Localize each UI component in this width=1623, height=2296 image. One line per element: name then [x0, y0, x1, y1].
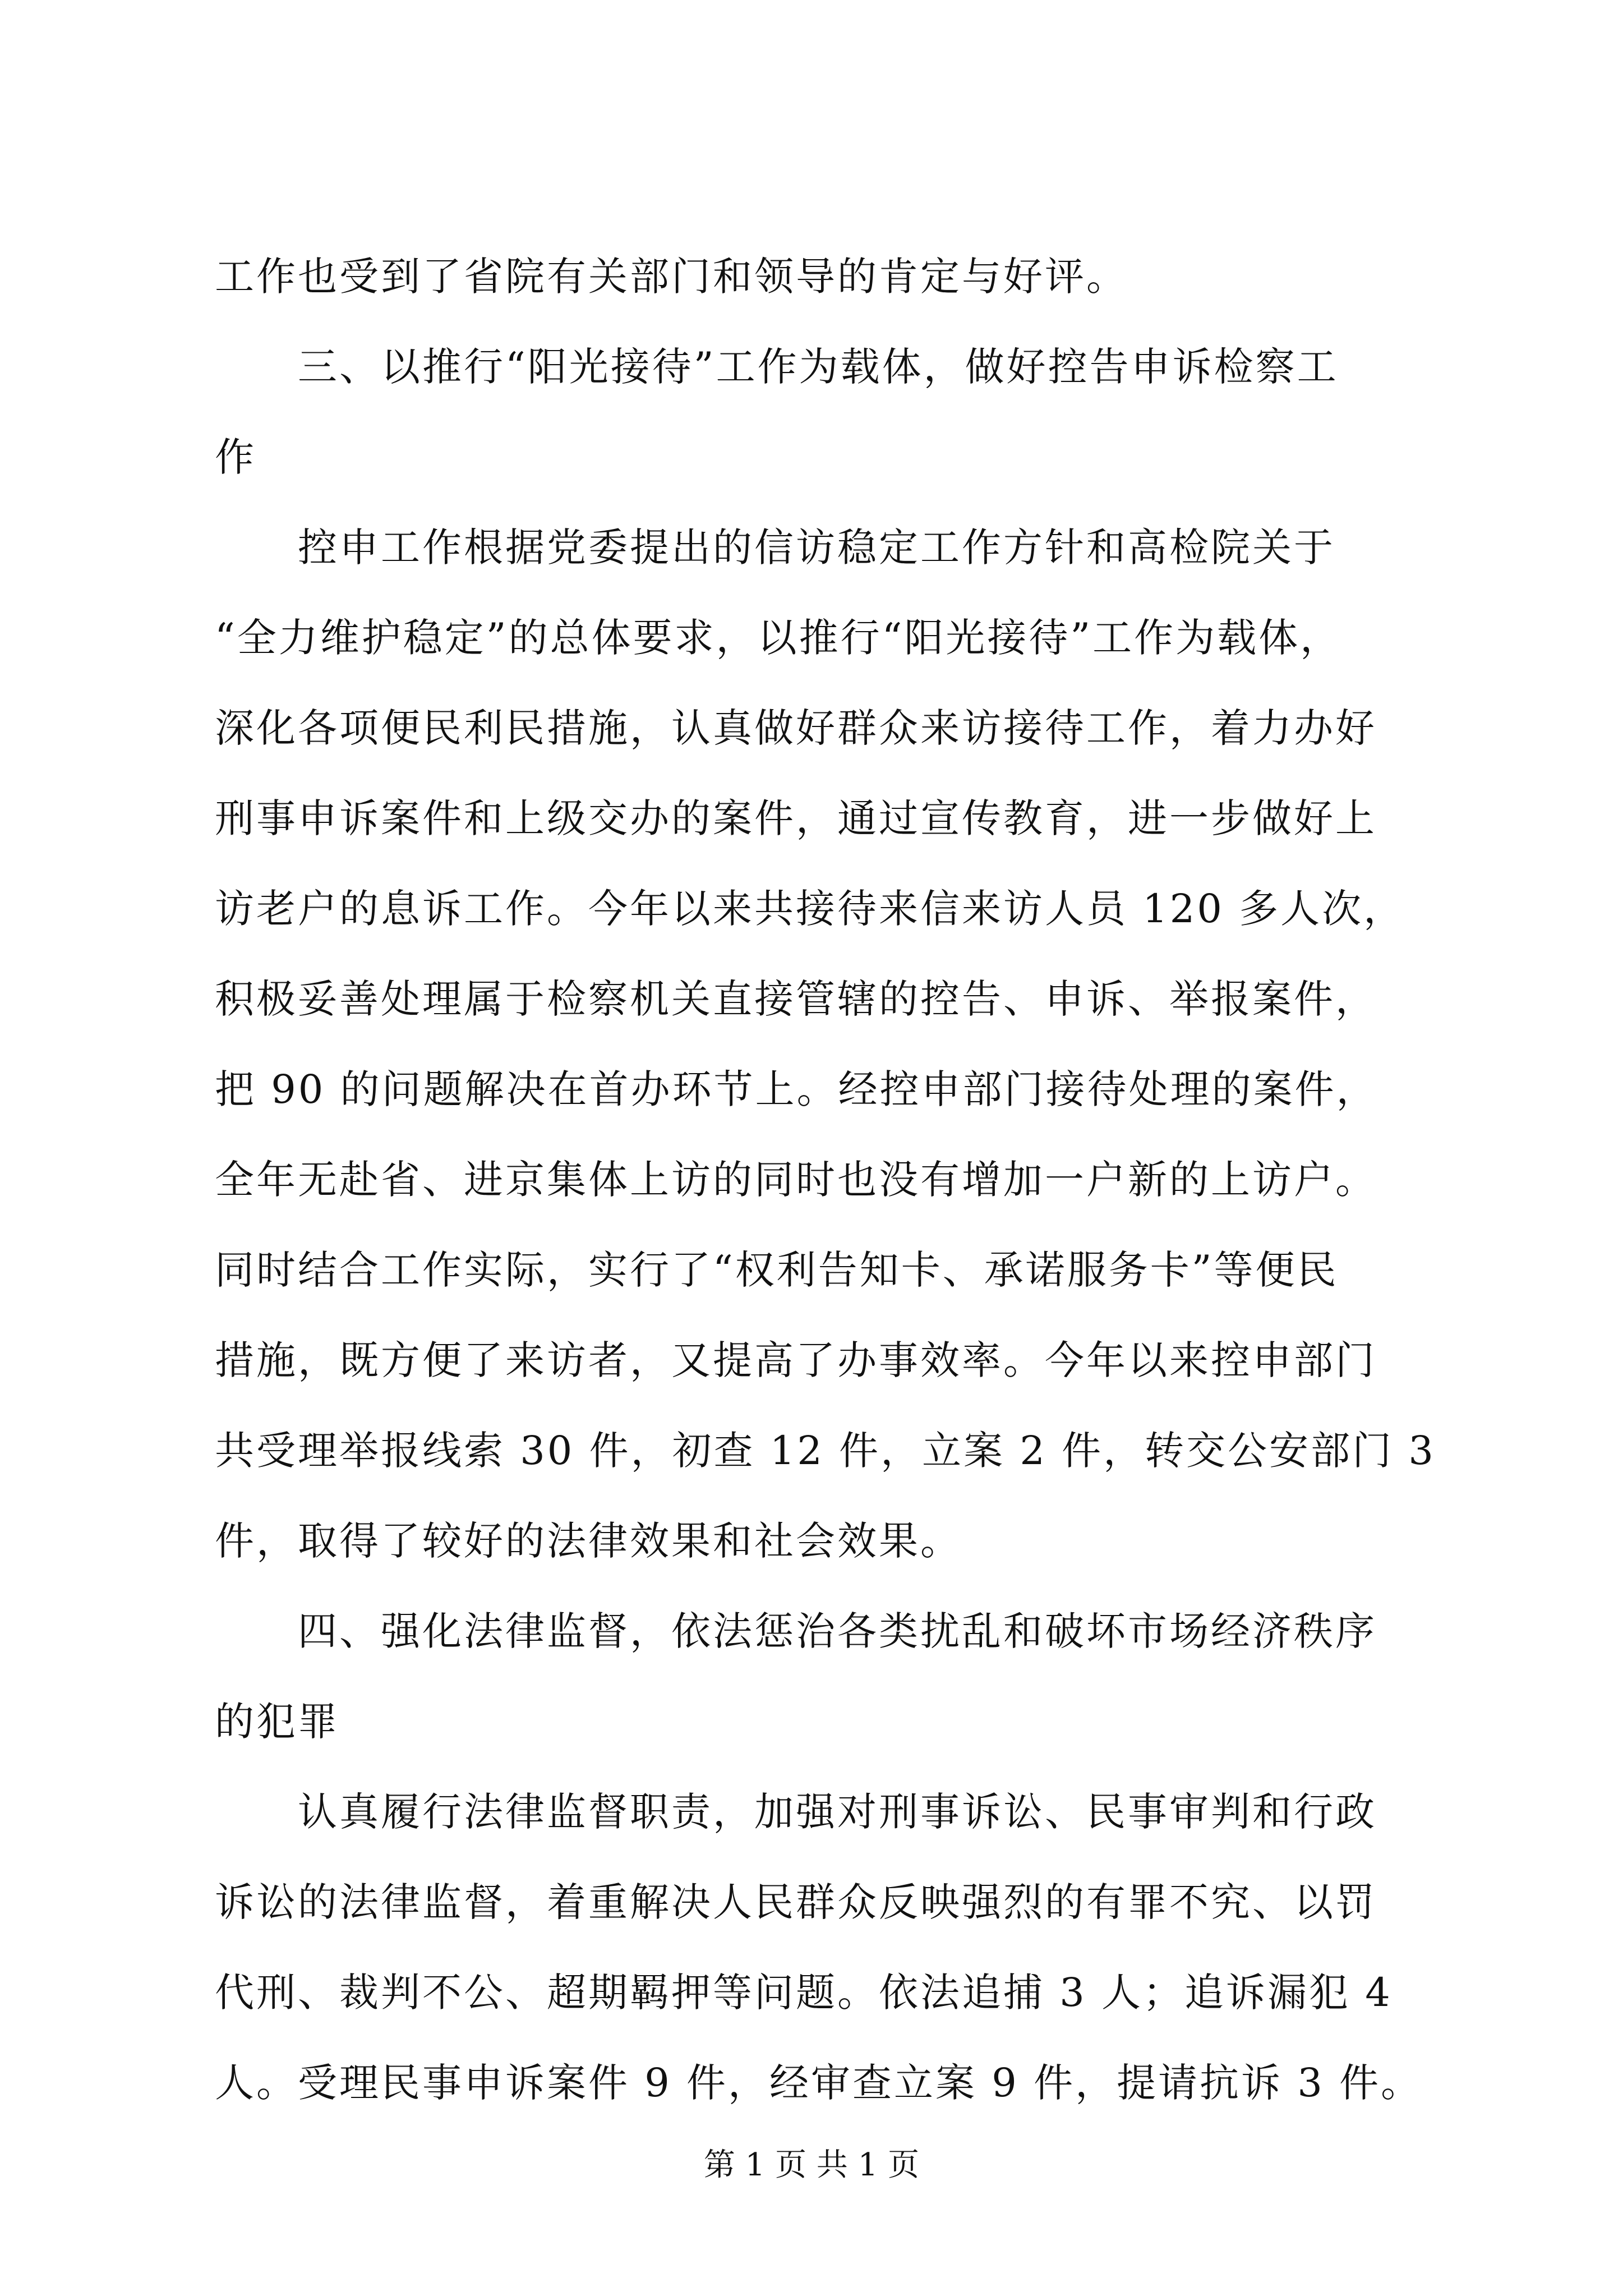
text-line: 控申工作根据党委提出的信访稳定工作方针和高检院关于 — [215, 524, 1335, 570]
text-line: 全年无赴省、进京集体上访的同时也没有增加一户新的上访户。 — [215, 1157, 1377, 1203]
text-line: 深化各项便民利民措施，认真做好群众来访接待工作，着力办好 — [215, 705, 1377, 751]
section-heading: 四、强化法律监督，依法惩治各类扰乱和破坏市场经济秩序 — [215, 1608, 1377, 1654]
section-heading: 作 — [215, 434, 256, 480]
section-heading: 三、以推行“阳光接待”工作为载体，做好控告申诉检察工 — [215, 344, 1339, 390]
text-line: 共受理举报线索 30 件，初查 12 件，立案 2 件，转交公安部门 3 — [215, 1428, 1436, 1474]
text-line: 把 90 的问题解决在首办环节上。经控申部门接待处理的案件， — [215, 1066, 1378, 1112]
text-line: 件，取得了较好的法律效果和社会效果。 — [215, 1518, 962, 1564]
text-line: 措施，既方便了来访者，又提高了办事效率。今年以来控申部门 — [215, 1337, 1377, 1383]
text-line: 人。受理民事申诉案件 9 件，经审查立案 9 件，提请抗诉 3 件。 — [215, 2060, 1423, 2106]
section-heading: 的犯罪 — [215, 1699, 339, 1745]
text-line: 同时结合工作实际，实行了“权利告知卡、承诺服务卡”等便民 — [215, 1247, 1339, 1293]
text-line: “全力维护稳定”的总体要求，以推行“阳光接待”工作为载体， — [215, 615, 1342, 661]
text-line: 刑事申诉案件和上级交办的案件，通过宣传教育，进一步做好上 — [215, 795, 1377, 841]
text-line: 访老户的息诉工作。今年以来共接待来信来访人员 120 多人次， — [215, 886, 1405, 932]
text-line: 诉讼的法律监督，着重解决人民群众反映强烈的有罪不究、以罚 — [215, 1879, 1377, 1925]
text-line: 积极妥善处理属于检察机关直接管辖的控告、申诉、举报案件， — [215, 976, 1377, 1022]
text-line: 认真履行法律监督职责，加强对刑事诉讼、民事审判和行政 — [215, 1789, 1377, 1835]
text-line: 工作也受到了省院有关部门和领导的肯定与好评。 — [215, 254, 1128, 300]
page-number-footer: 第 1 页 共 1 页 — [703, 2147, 920, 2183]
text-line: 代刑、裁判不公、超期羁押等问题。依法追捕 3 人；追诉漏犯 4 — [215, 1970, 1393, 2016]
